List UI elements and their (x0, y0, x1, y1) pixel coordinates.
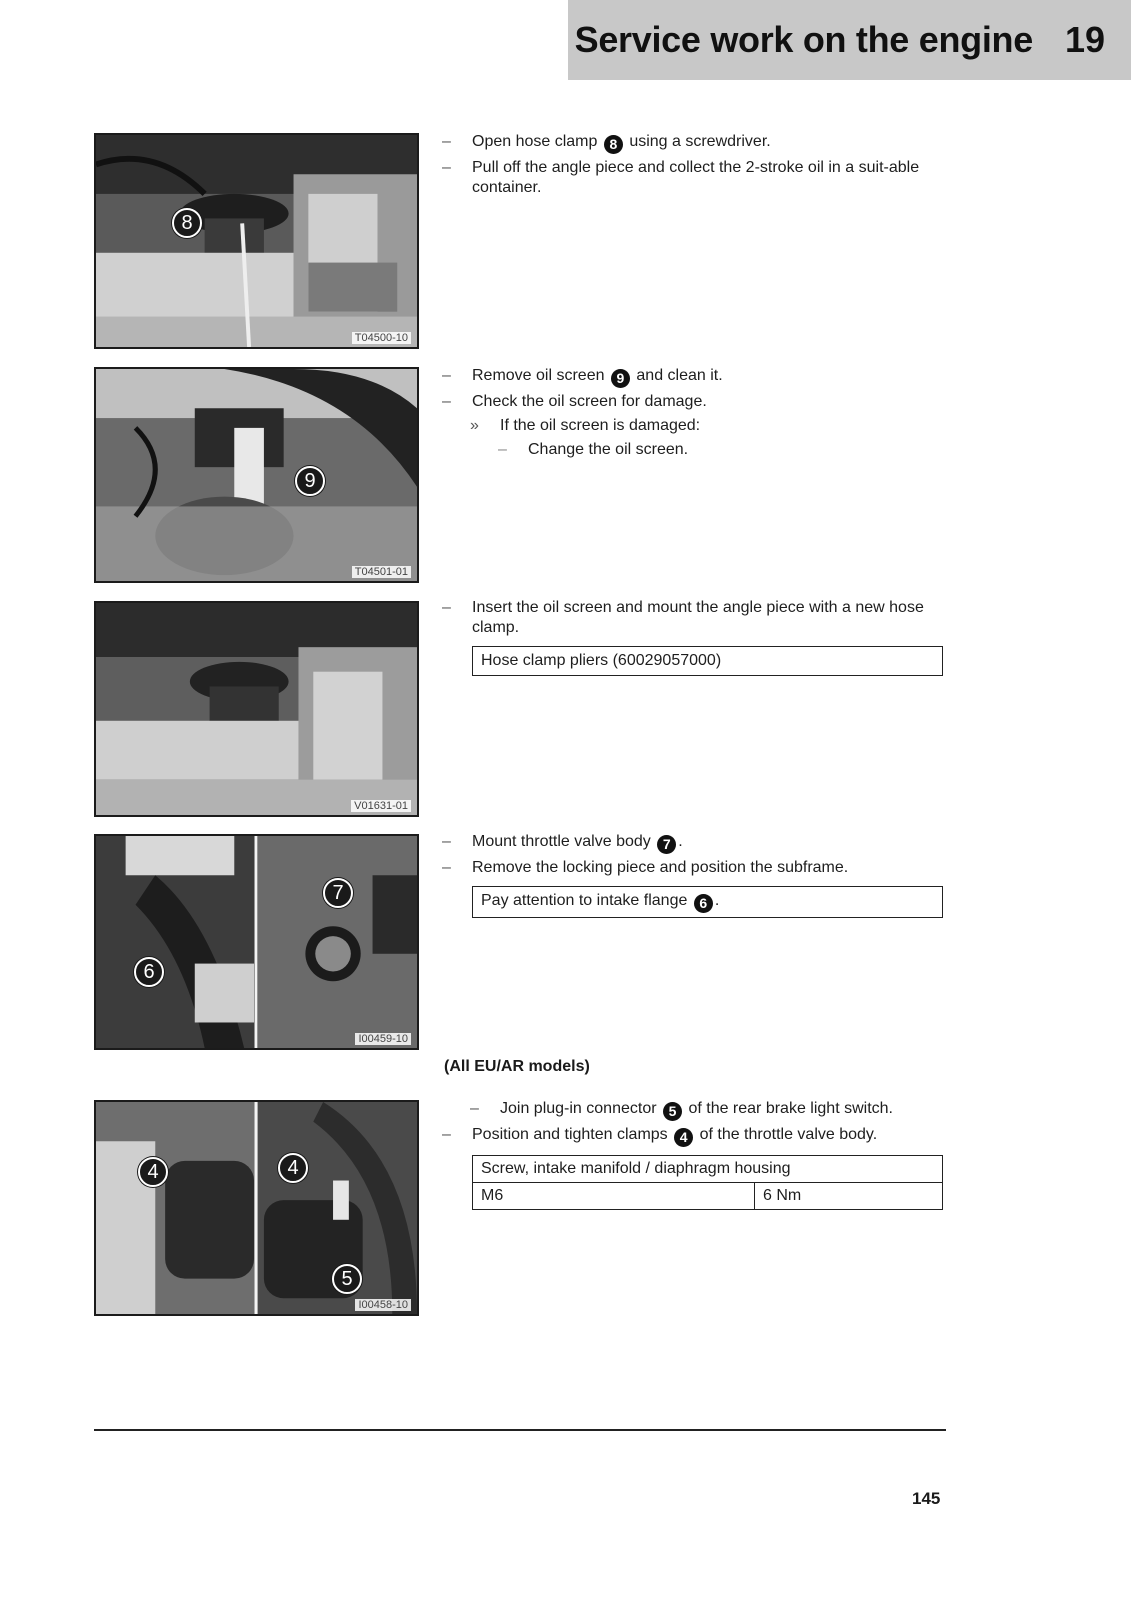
photo-clamps-image (96, 1102, 417, 1314)
ref-number: 5 (663, 1102, 682, 1121)
chapter-header (568, 0, 1131, 80)
condition-damaged: » If the oil screen is damaged: (470, 417, 701, 434)
chapter-number: 19 (1064, 19, 1105, 60)
step-clamps (442, 1099, 947, 1210)
note-box: Pay attention to intake flange 6 . (472, 886, 943, 918)
instruction-join-connector: – Join plug-in connector 5 of the rear brake light switch. (470, 1100, 893, 1119)
photo-oil-screen (94, 367, 419, 583)
photo-code: I00459-10 (355, 1033, 411, 1045)
photo-angle-piece-image (96, 603, 417, 815)
callout-7: 7 (323, 878, 353, 908)
footer-rule (94, 1429, 946, 1431)
models-heading: (All EU/AR models) (444, 1058, 590, 1075)
step-remove-hose (442, 132, 947, 202)
photo-code: V01631-01 (351, 800, 411, 812)
page-number: 145 (912, 1489, 941, 1508)
callout-5: 5 (332, 1264, 362, 1294)
instruction-tighten-clamps: – Position and tighten clamps 4 of the throttle valve body. (442, 1126, 878, 1145)
photo-code: T04501-01 (352, 566, 411, 578)
instruction-open-hose-clamp: – Open hose clamp 8 using a screwdriver. (442, 133, 771, 152)
callout-4: 4 (138, 1157, 168, 1187)
photo-angle-piece (94, 601, 419, 817)
photo-code: I00458-10 (355, 1299, 411, 1311)
step-insert-oil-screen (442, 598, 947, 676)
instruction-pull-off-angle-piece: – Pull off the angle piece and collect the 2-stroke oil in a suit-able container. (442, 159, 920, 196)
ref-number: 9 (611, 369, 630, 388)
photo-hose-clamp-image (96, 135, 417, 347)
ref-number: 7 (657, 835, 676, 854)
instruction-remove-oil-screen: – Remove oil screen 9 and clean it. (442, 367, 723, 386)
tool-box: Hose clamp pliers (60029057000) (472, 646, 943, 676)
photo-throttle-valve-image (96, 836, 417, 1048)
photo-throttle-valve (94, 834, 419, 1050)
step-mount-throttle (442, 832, 947, 918)
ref-number: 6 (694, 894, 713, 913)
ref-number: 8 (604, 135, 623, 154)
torque-table (472, 1155, 943, 1210)
instruction-mount-throttle-valve: – Mount throttle valve body 7 . (442, 833, 683, 852)
torque-table-size: M6 (473, 1183, 755, 1210)
callout-4: 4 (278, 1153, 308, 1183)
photo-oil-screen-image (96, 369, 417, 581)
callout-8: 8 (172, 208, 202, 238)
instruction-insert-oil-screen: – Insert the oil screen and mount the angle piece with a new hose clamp. (442, 599, 924, 636)
photo-clamps (94, 1100, 419, 1316)
chapter-title: Service work on the engine (574, 19, 1033, 60)
torque-table-header: Screw, intake manifold / diaphragm housing (473, 1156, 943, 1183)
ref-number: 4 (674, 1128, 693, 1147)
callout-9: 9 (295, 466, 325, 496)
instruction-position-subframe: – Remove the locking piece and position the subframe. (442, 859, 849, 876)
photo-hose-clamp (94, 133, 419, 349)
step-oil-screen (442, 366, 947, 464)
instruction-check-oil-screen: – Check the oil screen for damage. (442, 393, 707, 410)
photo-code: T04500-10 (352, 332, 411, 344)
instruction-change-oil-screen: – Change the oil screen. (498, 441, 689, 458)
callout-6: 6 (134, 957, 164, 987)
torque-table-value: 6 Nm (755, 1183, 943, 1210)
